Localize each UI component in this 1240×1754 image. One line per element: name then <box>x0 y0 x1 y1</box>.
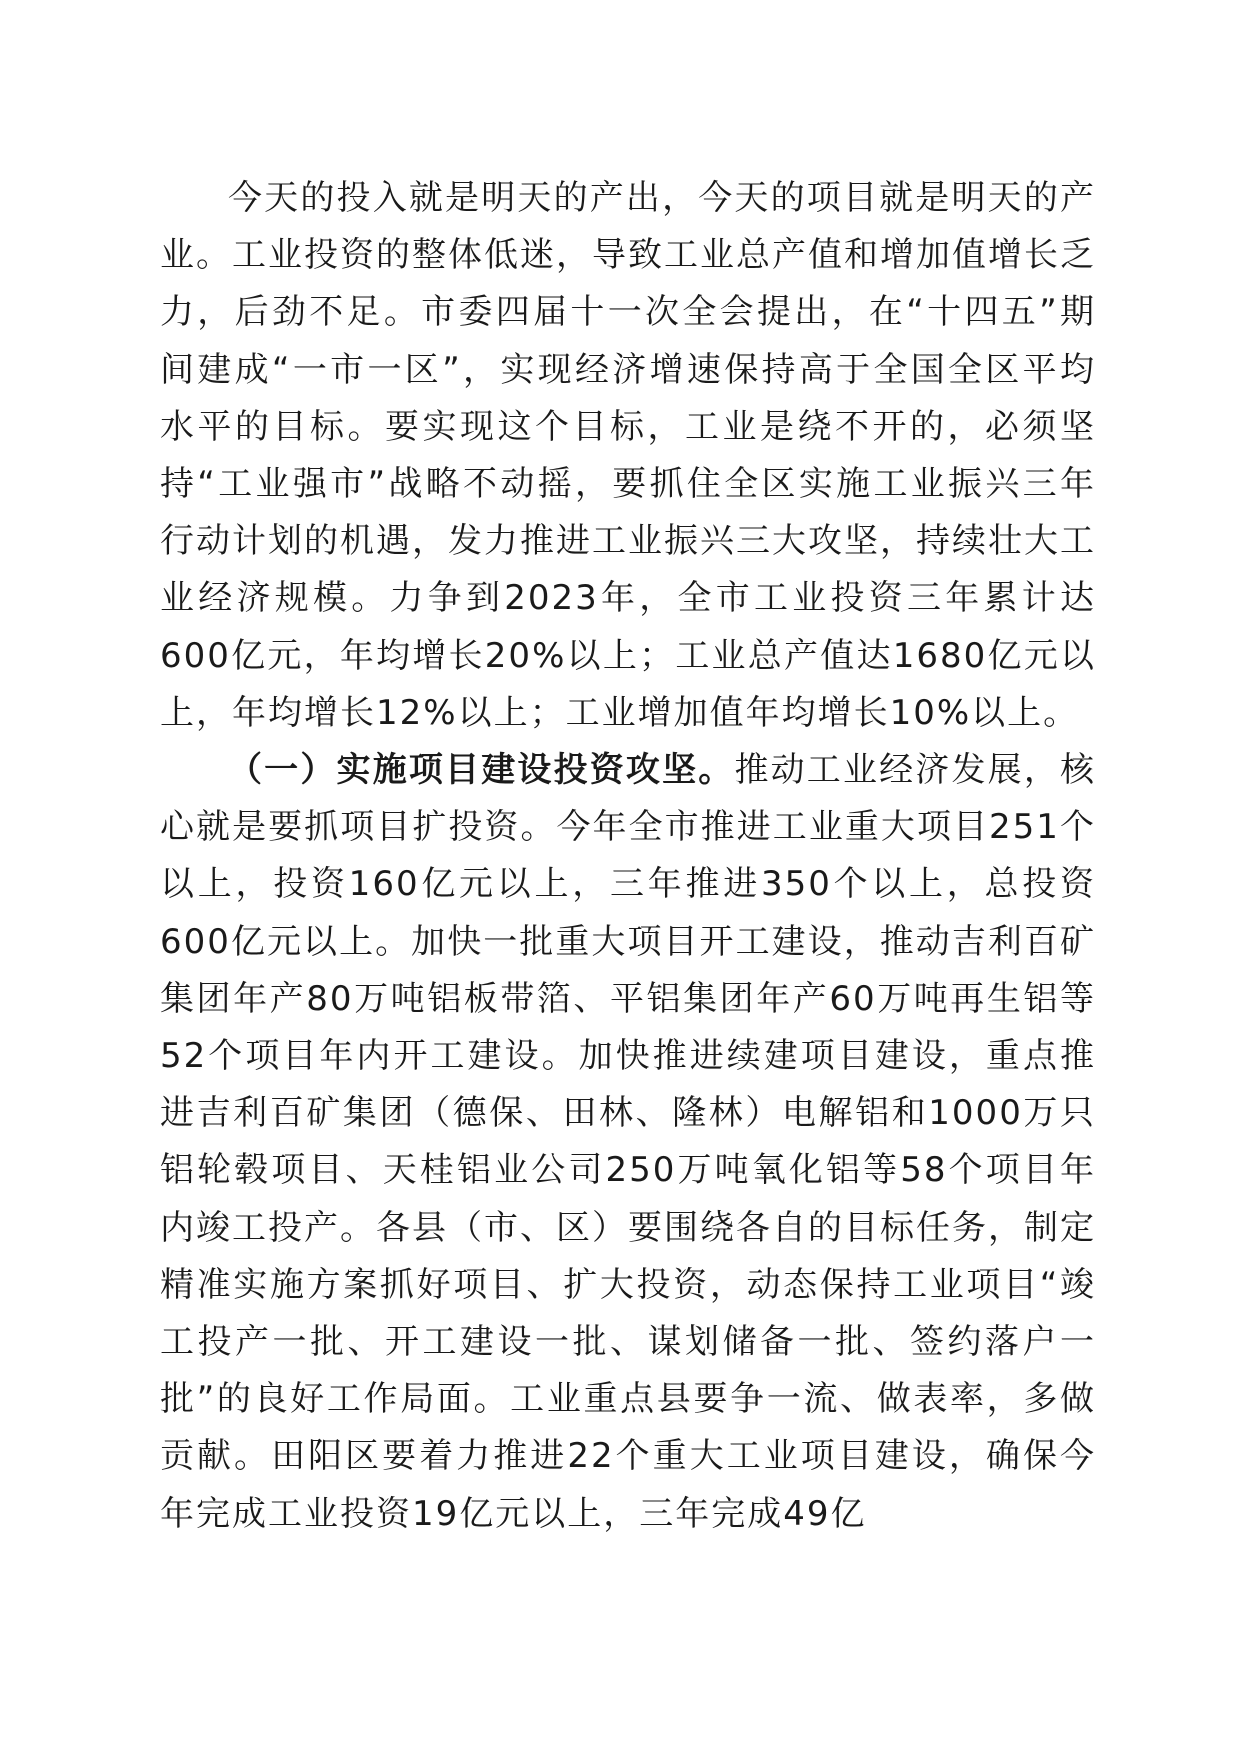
document-body <box>160 170 1096 1543</box>
paragraph-intro-text: 今天的投入就是明天的产出，今天的项目就是明天的产业。工业投资的整体低迷，导致工业总产值和增加值增长乏力，后劲不足。市委四届十一次全会提出，在“十四五”期间建成“一市一区”，实现经济增速保持高于全国全区平均水平的目标。要实现这个目标，工业是绕不开的，必须坚持“工业强市”战略不动摇，要抓住全区实施工业振兴三年行动计划的机遇，发力推进工业振兴三大攻坚，持续壮大工业经济规模。力争到2023年，全市工业投资三年累计达600亿元，年均增长20%以上；工业总产值达1680亿元以上，年均增长12%以上；工业增加值年均增长10%以上。 <box>160 178 1096 733</box>
section-heading: （一）实施项目建设投资攻坚。 <box>228 750 735 791</box>
paragraph-section-1 <box>160 742 1096 1543</box>
paragraph-section-1-text: 推动工业经济发展，核心就是要抓项目扩投资。今年全市推进工业重大项目251个以上，投资160亿元以上，三年推进350个以上，总投资600亿元以上。加快一批重大项目开工建设，推动吉利百矿集团年产80万吨铝板带箔、平铝集团年产60万吨再生铝等52个项目年内开工建设。加快推进续建项目建设，重点推进吉利百矿集团（德保、田林、隆林）电解铝和1000万只铝轮毂项目、天桂铝业公司250万吨氧化铝等58个项目年内竣工投产。各县（市、区）要围绕各自的目标任务，制定精准实施方案抓好项目、扩大投资，动态保持工业项目“竣工投产一批、开工建设一批、谋划储备一批、签约落户一批”的良好工作局面。工业重点县要争一流、做表率，多做贡献。田阳区要着力推进22个重大工业项目建设，确保今年完成工业投资19亿元以上，三年完成49亿 <box>160 750 1097 1534</box>
paragraph-intro <box>160 170 1096 742</box>
